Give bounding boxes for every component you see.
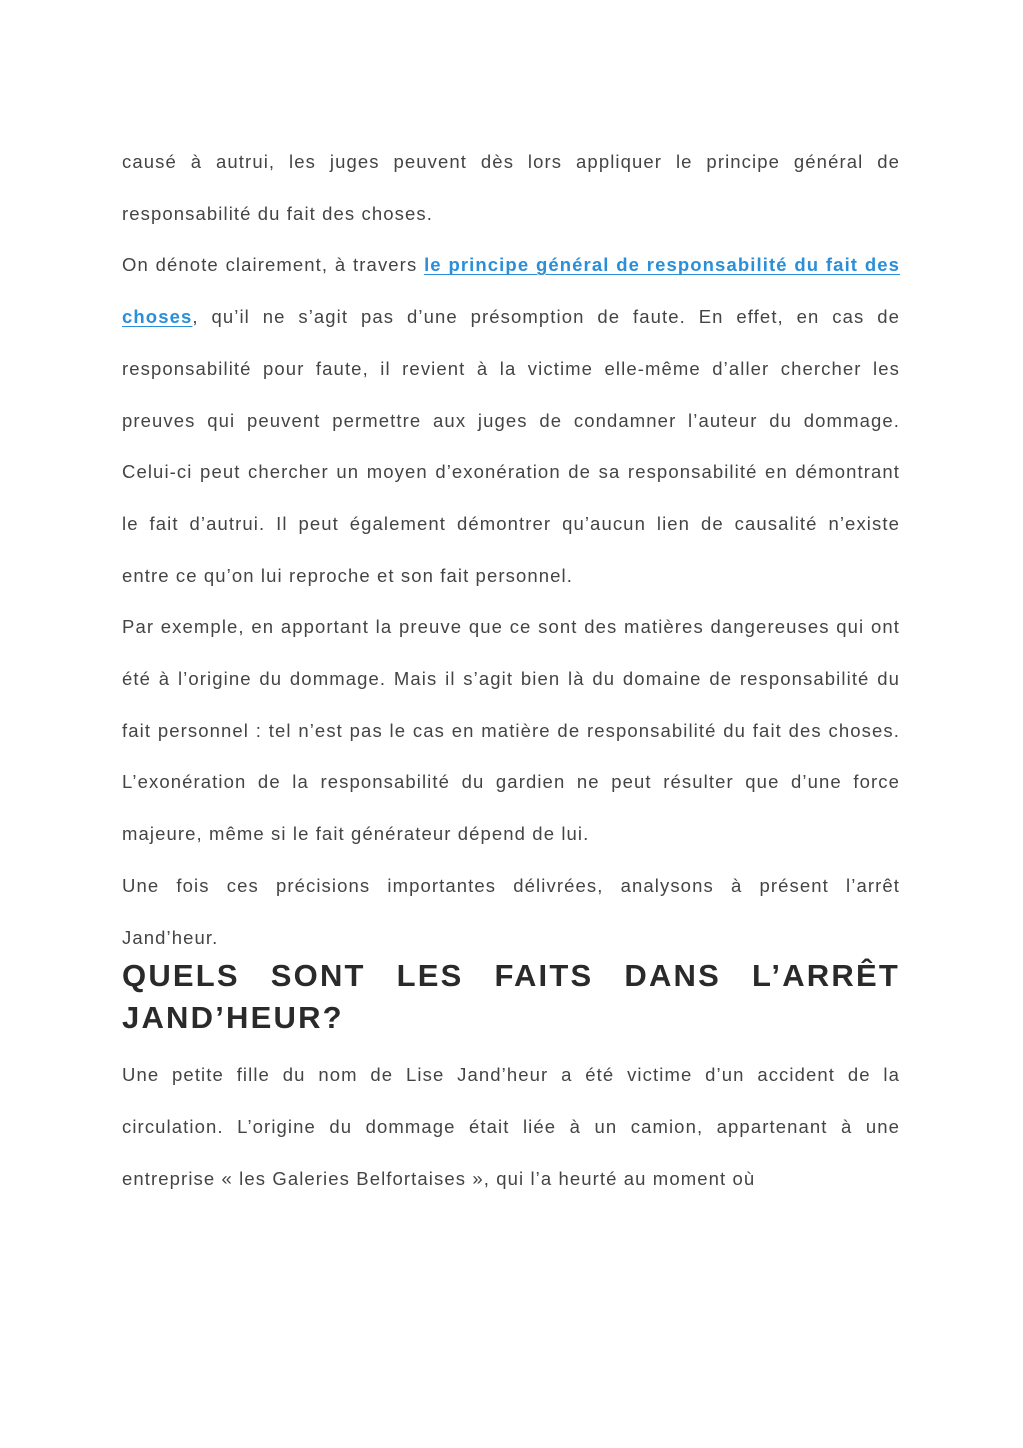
paragraph-presumption <box>122 239 900 601</box>
paragraph-intro: causé à autrui, les juges peuvent dès lors appliquer le principe général de responsabilité du fait des choses. <box>122 151 900 224</box>
paragraph-transition: Une fois ces précisions importantes délivrées, analysons à présent l’arrêt Jand’heur. <box>122 874 900 948</box>
section-heading: QUELS SONT LES FAITS DANS L’ARRÊT JAND’HEUR? <box>122 958 900 1036</box>
paragraph-text-after-link: , qu’il ne s’agit pas d’une présomption de faute. En effet, en cas de responsabilité pour faute, il revient à la victime elle-même d’aller chercher les preuves qui peuvent permettre aux juges de condamner l’auteur du dommage. Celui-ci peut chercher un moyen d’exonération de sa responsabilité en démontrant le fait d’autrui. Il peut également démontrer qu’aucun lien de causalité n’existe entre ce qu’on lui reproche et son fait personnel. <box>122 306 900 586</box>
paragraph-facts: Une petite fille du nom de Lise Jand’heur a été victime d’un accident de la circulation. L’origine du dommage était liée à un camion, appartenant à une entreprise « les Galeries Belfortaises », qui l’a heurté au moment où <box>122 1064 900 1189</box>
principle-link[interactable]: le principe général de responsabilité du fait des choses <box>122 254 900 328</box>
document-page <box>122 136 900 1204</box>
paragraph-text-before-link: On dénote clairement, à travers <box>122 254 425 276</box>
paragraph-example: Par exemple, en apportant la preuve que ce sont des matières dangereuses qui ont été à l’origine du dommage. Mais il s’agit bien là du domaine de responsabilité du fait personnel : tel n’est pas le cas en matière de responsabilité du fait des choses. L’exonération de la responsabilité du gardien ne peut résulter que d’une force majeure, même si le fait générateur dépend de lui. <box>122 616 900 845</box>
